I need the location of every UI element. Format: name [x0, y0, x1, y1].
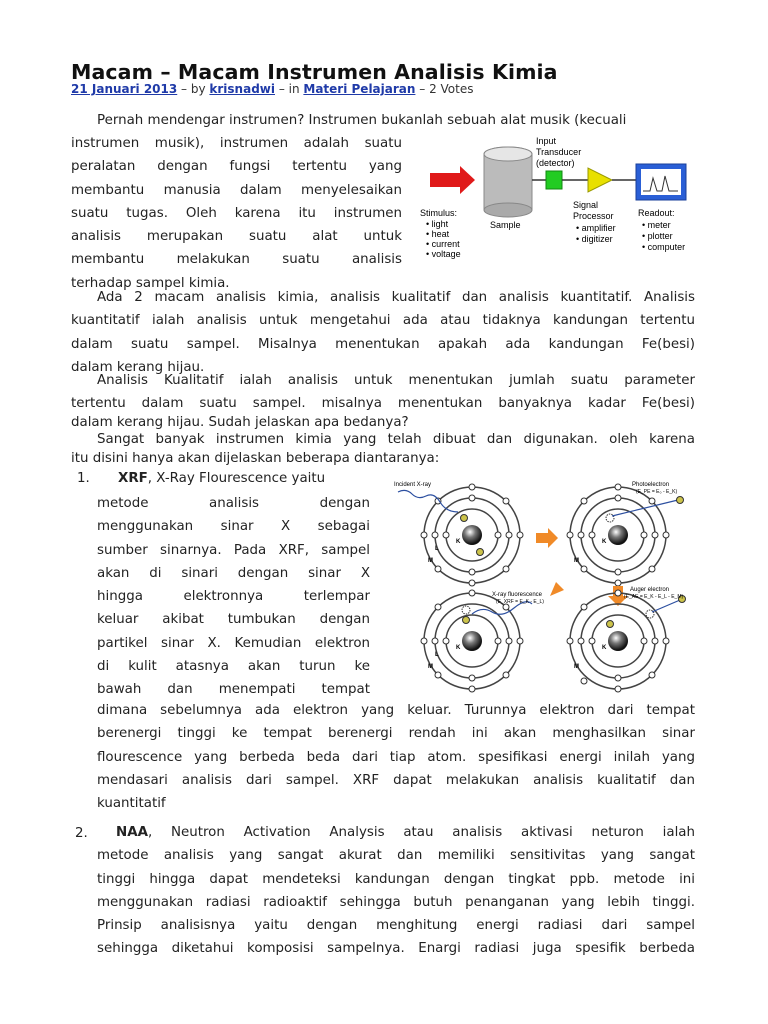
svg-text:• meter: • meter	[642, 220, 671, 230]
detector-icon	[546, 171, 562, 189]
atom-fluorescence	[421, 590, 544, 692]
list-number: 1.	[77, 471, 90, 486]
xrf-line: menggunakan sinar X sebagai	[97, 519, 370, 535]
svg-text:L: L	[435, 652, 439, 658]
intro-line: peralatan dengan fungsi tertentu yang	[71, 159, 402, 175]
paragraph-kualitatif	[71, 369, 695, 430]
svg-text:Incident X-ray: Incident X-ray	[394, 482, 432, 488]
category-link[interactable]: Materi Pelajaran	[303, 82, 416, 96]
naa-line: sehingga diketahui komposisi sampelnya. Enargi radiasi juga spesifik berbeda	[97, 941, 695, 957]
atom-photoelectron	[567, 482, 684, 586]
xrf-line: dimana sebelumnya ada elektron yang keluar. Turunnya elektron dari tempat	[97, 703, 695, 718]
arrow-diagonal-icon	[550, 578, 568, 596]
svg-text:• current: • current	[426, 239, 460, 249]
svg-text:(detector): (detector)	[536, 158, 575, 168]
svg-text:• plotter: • plotter	[642, 231, 673, 241]
xrf-wide-paragraph	[97, 699, 695, 815]
xrf-first-text: , X-Ray Flourescence yaitu	[147, 471, 326, 486]
intro-line: suatu tugas. Oleh karena itu instrumen	[71, 205, 402, 221]
xrf-line: sumber sinarnya. Pada XRF, sampel	[97, 542, 370, 558]
para-line: dalam suatu sampel. Misalnya menentukan apakah ada kandungan Fe(besi)	[71, 336, 695, 352]
svg-text:K: K	[602, 539, 607, 545]
naa-first-line	[97, 821, 695, 844]
para-line: itu disini hanya akan dijelaskan beberapa diantaranya:	[71, 451, 440, 466]
svg-text:Readout:: Readout:	[638, 208, 675, 218]
date-link[interactable]: 21 Januari 2013	[71, 82, 178, 96]
naa-line: menggunakan radiasi radioaktif sehingga butuh penanganan yang lebih tinggi.	[97, 894, 695, 910]
svg-text:Processor: Processor	[573, 211, 614, 221]
paragraph-kuantitatif	[71, 286, 695, 379]
svg-text:(E_XRF = E_K - E_L): (E_XRF = E_K - E_L)	[496, 599, 544, 605]
xrf-line: hingga elektronnya terlempar	[97, 589, 370, 605]
post-meta	[71, 82, 473, 96]
naa-first-text: , Neutron Activation Analysis atau analisis aktivasi neturon ialah	[147, 825, 695, 840]
para-line: dalam kerang hijau.	[71, 359, 205, 375]
intro-first-line: Pernah mendengar instrumen? Instrumen bukanlah sebuah alat musik (kecuali	[97, 113, 627, 128]
naa-term: NAA	[116, 825, 148, 840]
svg-text:Transducer: Transducer	[536, 147, 582, 157]
svg-text:• voltage: • voltage	[426, 249, 461, 259]
xrf-line: akan di sinari dengan sinar X	[97, 565, 370, 581]
svg-text:K: K	[456, 645, 461, 651]
svg-text:• computer: • computer	[642, 242, 686, 252]
svg-text:(E_PE = E₀ - E_K): (E_PE = E₀ - E_K)	[636, 489, 678, 495]
xrf-narrow-paragraph	[97, 492, 370, 702]
xrf-line: bawah dan menempati tempat	[97, 682, 370, 698]
xrf-line: flourescence yang berbeda beda dari tiap atom. spesifikasi energi inilah yang	[97, 749, 695, 765]
naa-paragraph	[97, 821, 695, 961]
xrf-line: di kulit atasnya akan turun ke	[97, 659, 370, 675]
para-line: Sangat banyak instrumen kimia yang telah dibuat dan digunakan. oleh karena	[97, 432, 695, 447]
xrf-line: kuantitatif	[97, 796, 166, 812]
intro-line: analisis merupakan suatu alat untuk	[71, 229, 402, 245]
xrf-first-line	[118, 467, 325, 490]
svg-text:• heat: • heat	[426, 229, 450, 239]
xrf-line: keluar akibat tumbukan dengan	[97, 612, 370, 628]
svg-text:M: M	[574, 664, 579, 670]
stimulus-arrow-icon	[430, 166, 475, 194]
intro-line: terhadap sampel kimia.	[71, 275, 230, 291]
svg-text:Signal: Signal	[573, 200, 599, 210]
svg-text:Auger electron: Auger electron	[630, 587, 670, 593]
svg-text:• digitizer: • digitizer	[576, 234, 613, 244]
by-separator: – by	[177, 82, 210, 96]
svg-text:Photoelectron: Photoelectron	[632, 482, 670, 488]
page-title: Macam – Macam Instrumen Analisis Kimia	[71, 60, 558, 84]
naa-line: Prinsip analisisnya yaitu dengan menghitung energi radiasi dari sampel	[97, 918, 695, 934]
in-separator: – in	[275, 82, 304, 96]
intro-paragraph	[71, 132, 402, 295]
intro-line: membantu manusia dalam menyelesaikan	[71, 182, 402, 198]
svg-text:M: M	[574, 558, 579, 564]
svg-text:Stimulus:: Stimulus:	[420, 208, 458, 218]
svg-text:X-ray fluorescence: X-ray fluorescence	[492, 592, 543, 598]
para-line: kuantitatif ialah analisis untuk mengetahui ada atau tidaknya kandungan tertentu	[71, 313, 695, 329]
svg-text:K: K	[602, 645, 607, 651]
naa-line: tinggi hingga dapat mendeteksi kandungan dengan tingkat ppb. metode ini	[97, 871, 695, 887]
arrow-right-icon	[536, 528, 558, 548]
svg-text:• amplifier: • amplifier	[576, 223, 616, 233]
svg-text:Input: Input	[536, 136, 557, 146]
xrf-line: metode analisis dengan	[97, 496, 370, 511]
svg-text:L: L	[435, 546, 439, 552]
svg-text:M: M	[428, 664, 433, 670]
xrf-term: XRF	[118, 471, 148, 486]
instrument-diagram	[418, 136, 694, 266]
para-line: Ada 2 macam analisis kimia, analisis kualitatif dan analisis kuantitatif. Analisis	[97, 290, 695, 305]
xrf-atom-diagram	[392, 478, 694, 696]
svg-text:(E_AE = E_K - E_L - E_M): (E_AE = E_K - E_L - E_M)	[624, 594, 684, 600]
para-line: tertentu dalam suatu sampel. misalnya menentukan banyaknya kadar Fe(besi)	[71, 396, 695, 412]
paragraph-intro-list	[71, 428, 695, 466]
intro-line: membantu melakukan suatu analisis	[71, 252, 402, 268]
para-line: Analisis Kualitatif ialah analisis untuk menentukan jumlah suatu parameter	[97, 373, 695, 388]
author-link[interactable]: krisnadwi	[209, 82, 275, 96]
para-line: dalam kerang hijau. Sudah jelaskan apa bedanya?	[71, 414, 409, 430]
naa-line: metode analisis yang sangat akurat dan memiliki sensitivitas yang sangat	[97, 848, 695, 864]
intro-line: instrumen musik), instrumen adalah suatu	[71, 136, 402, 151]
xrf-line: partikel sinar X. Kemudian elektron	[97, 635, 370, 651]
list-number: 2.	[75, 826, 88, 841]
atom-auger	[567, 587, 686, 692]
xrf-line: mendasari analisis dari sampel. XRF dapat melakukan analisis kualitatif dan	[97, 772, 695, 788]
sample-label: Sample	[490, 220, 521, 230]
xrf-line: berenergi tinggi ke tempat berenergi rendah ini akan menghasilkan sinar	[97, 726, 695, 742]
votes-count: – 2 Votes	[415, 82, 474, 96]
svg-text:• light: • light	[426, 219, 449, 229]
svg-text:K: K	[456, 539, 461, 545]
svg-text:M: M	[428, 558, 433, 564]
atom-ground-state	[394, 482, 523, 586]
processor-icon	[588, 168, 612, 192]
